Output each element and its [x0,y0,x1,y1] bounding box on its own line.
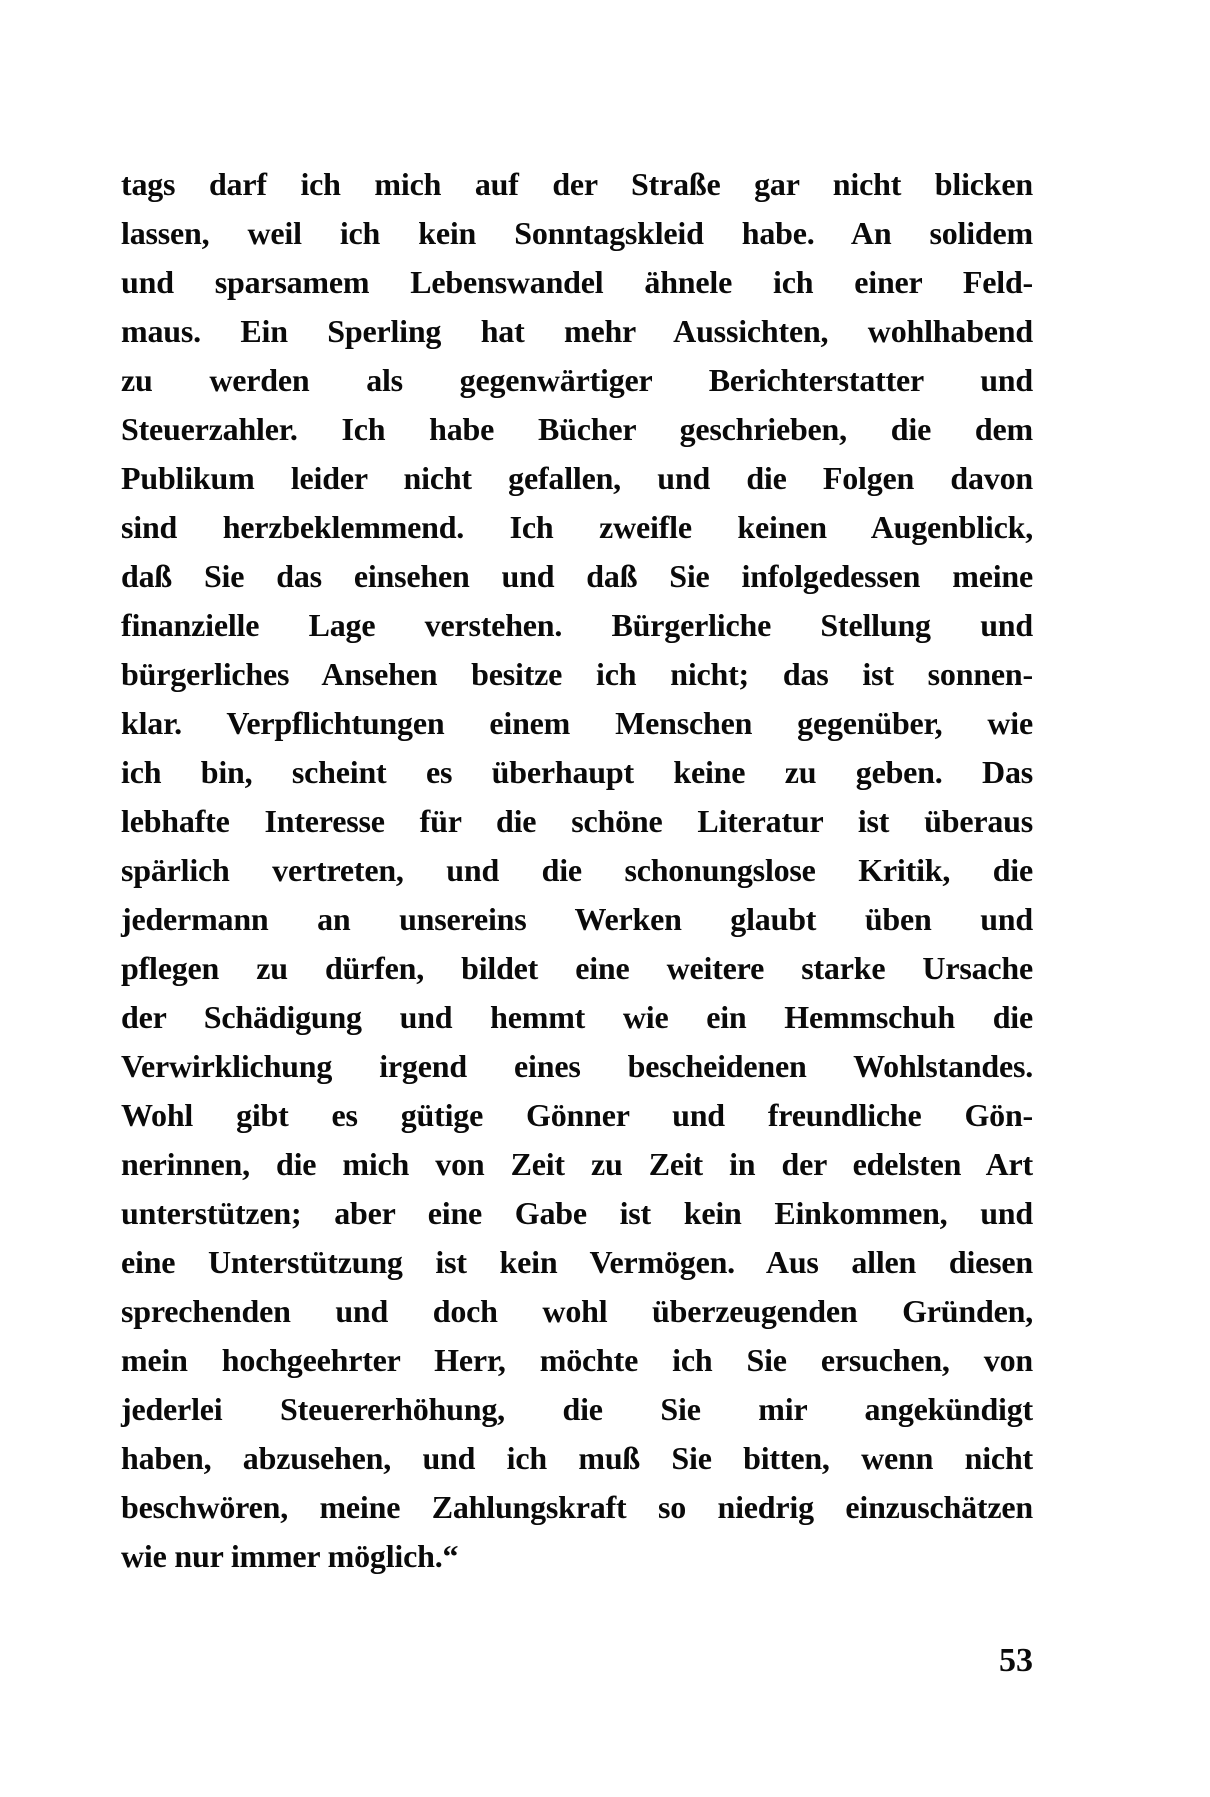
text-line: Verwirklichung irgend eines bescheidenen Wohlstandes. [121,1048,1033,1084]
text-line: jedermann an unsereins Werken glaubt üben und [121,901,1033,937]
text-line: beschwören, meine Zahlungskraft so niedrig einzuschätzen [121,1489,1033,1525]
text-line: nerinnen, die mich von Zeit zu Zeit in der edelsten Art [121,1146,1033,1182]
text-line: pflegen zu dürfen, bildet eine weitere starke Ursache [121,950,1033,986]
text-line: sprechenden und doch wohl überzeugenden Gründen, [121,1293,1033,1329]
body-text [121,160,1033,1581]
text-line: lebhafte Interesse für die schöne Literatur ist überaus [121,803,1033,839]
text-line: mein hochgeehrter Herr, möchte ich Sie ersuchen, von [121,1342,1033,1378]
text-line: ich bin, scheint es überhaupt keine zu geben. Das [121,754,1033,790]
text-line: wie nur immer möglich.“ [121,1538,459,1574]
text-line: bürgerliches Ansehen besitze ich nicht; das ist sonnen- [121,656,1033,692]
text-line: maus. Ein Sperling hat mehr Aussichten, wohlhabend [121,313,1033,349]
text-line: der Schädigung und hemmt wie ein Hemmschuh die [121,999,1033,1035]
text-line: Publikum leider nicht gefallen, und die Folgen davon [121,460,1033,496]
text-line: jederlei Steuererhöhung, die Sie mir angekündigt [121,1391,1033,1427]
text-line: unterstützen; aber eine Gabe ist kein Einkommen, und [121,1195,1033,1231]
text-line: tags darf ich mich auf der Straße gar nicht blicken [121,166,1033,202]
text-line: spärlich vertreten, und die schonungslose Kritik, die [121,852,1033,888]
text-line: zu werden als gegenwärtiger Berichterstatter und [121,362,1033,398]
text-line: lassen, weil ich kein Sonntagskleid habe. An solidem [121,215,1033,251]
text-line: haben, abzusehen, und ich muß Sie bitten, wenn nicht [121,1440,1033,1476]
text-line: eine Unterstützung ist kein Vermögen. Aus allen diesen [121,1244,1033,1280]
text-line: Wohl gibt es gütige Gönner und freundliche Gön- [121,1097,1033,1133]
text-line: Steuerzahler. Ich habe Bücher geschrieben, die dem [121,411,1033,447]
page-number: 53 [999,1642,1033,1679]
text-line: sind herzbeklemmend. Ich zweifle keinen Augenblick, [121,509,1033,545]
text-line: finanzielle Lage verstehen. Bürgerliche Stellung und [121,607,1033,643]
text-line: klar. Verpflichtungen einem Menschen gegenüber, wie [121,705,1033,741]
text-line: und sparsamem Lebenswandel ähnele ich einer Feld- [121,264,1033,300]
text-line: daß Sie das einsehen und daß Sie infolgedessen meine [121,558,1033,594]
